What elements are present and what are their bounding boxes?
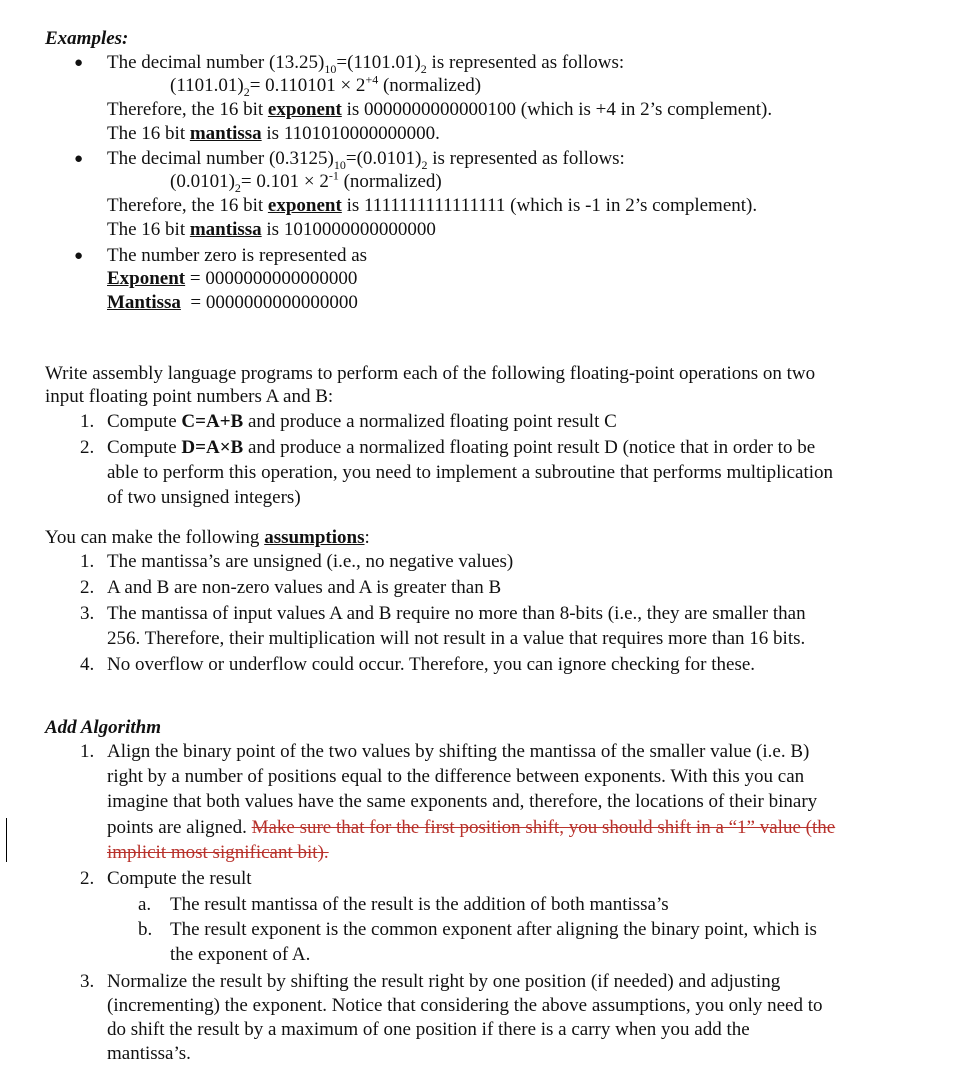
assumption-4-number: 4.: [80, 654, 95, 675]
example-1-intro: The decimal number $(13.25)_{10}=(1101.01)_2$ is represented as follows:: [107, 52, 625, 76]
example-2-exponent: Therefore, the 16 bit exponent is 1111111111111111 (which is -1 in 2’s complement).: [107, 195, 758, 216]
example-1-mantissa: The 16 bit mantissa is 1101010000000000.: [107, 123, 440, 144]
step-2a-text: The result mantissa of the result is the addition of both mantissa’s: [170, 894, 669, 915]
step-2-line1: Compute the result: [107, 868, 252, 889]
step-1-line3: imagine that both values have the same exponents and, therefore, the locations of their binary: [107, 791, 818, 812]
task-intro-line2: input floating point numbers A and B:: [45, 386, 334, 407]
assumption-3-line2: 256. Therefore, their multiplication will not result in a value that requires more than 16 bits.: [107, 628, 806, 649]
step-3-number: 3.: [80, 971, 95, 992]
step-2b-label: b.: [138, 919, 153, 940]
step-3-line3: do shift the result by a maximum of one position if there is a carry when you add the: [107, 1019, 750, 1040]
task-item-2-line3: of two unsigned integers): [107, 487, 301, 508]
step-2b-line2: the exponent of A.: [170, 944, 311, 965]
example-1-exponent: Therefore, the 16 bit exponent is 0000000000000100 (which is +4 in 2’s complement).: [107, 99, 773, 120]
step-3-line2: (incrementing) the exponent. Notice that considering the above assumptions, you only need to: [107, 995, 823, 1016]
add-algorithm-heading: Add Algorithm: [45, 717, 161, 738]
assumption-1-number: 1.: [80, 551, 95, 572]
task-item-2: Compute D=A×B and produce a normalized floating point result D (notice that in order to be: [107, 437, 816, 458]
assumption-3-number: 3.: [80, 603, 95, 624]
step-2a-label: a.: [138, 894, 152, 915]
step-2b-line1: The result exponent is the common exponent after aligning the binary point, which is: [170, 919, 817, 940]
bullet-icon: ●: [74, 248, 84, 264]
assumption-4: No overflow or underflow could occur. Therefore, you can ignore checking for these.: [107, 654, 756, 675]
example-2-intro: The decimal number $(0.3125)_{10}=(0.0101)_2$ is represented as follows:: [107, 148, 625, 172]
step-1-line5: implicit most significant bit).: [107, 842, 329, 863]
assumption-2: A and B are non-zero values and A is greater than B: [107, 577, 502, 598]
struck-text: Make sure that for the first position shift, you should shift in a “1” value (the: [251, 817, 836, 838]
example-1-normalized: $(1101.01)_2= 0.110101 \times 2^{+4}$ (normalized): [170, 72, 482, 99]
step-2-number: 2.: [80, 868, 95, 889]
step-3-line1: Normalize the result by shifting the result right by one position (if needed) and adjusting: [107, 971, 781, 992]
assumption-2-number: 2.: [80, 577, 95, 598]
assumptions-intro: You can make the following assumptions:: [45, 527, 370, 548]
step-1-line1: Align the binary point of the two values by shifting the mantissa of the smaller value (i.e. B): [107, 741, 810, 762]
assumption-1: The mantissa’s are unsigned (i.e., no negative values): [107, 551, 514, 572]
example-2-mantissa: The 16 bit mantissa is 1010000000000000: [107, 219, 436, 240]
zero-mantissa: Mantissa = 0000000000000000: [107, 292, 358, 313]
step-1-line2: right by a number of positions equal to the difference between exponents. With this you can: [107, 766, 805, 787]
step-3-line4: mantissa’s.: [107, 1043, 191, 1064]
bullet-icon: ●: [74, 151, 84, 167]
step-1-line4: points are aligned. Make sure that for the first position shift, you should shift in a “1” value (the: [107, 817, 836, 838]
change-bar: [6, 818, 7, 862]
examples-heading: Examples:: [45, 28, 129, 49]
task-intro-line1: Write assembly language programs to perform each of the following floating-point operations on two: [45, 363, 816, 384]
step-1-number: 1.: [80, 741, 95, 762]
task-item-1-number: 1.: [80, 411, 95, 432]
assumption-3: The mantissa of input values A and B require no more than 8-bits (i.e., they are smaller than: [107, 603, 806, 624]
zero-exponent: Exponent = 0000000000000000: [107, 268, 358, 289]
zero-intro: The number zero is represented as: [107, 245, 368, 266]
task-item-2-number: 2.: [80, 437, 95, 458]
task-item-1: Compute C=A+B and produce a normalized floating point result C: [107, 411, 617, 432]
bullet-icon: ●: [74, 55, 84, 71]
example-2-normalized: $(0.0101)_2= 0.101 \times 2^{-1}$ (normalized): [170, 168, 442, 195]
task-item-2-line2: able to perform this operation, you need to implement a subroutine that performs multiplication: [107, 462, 834, 483]
